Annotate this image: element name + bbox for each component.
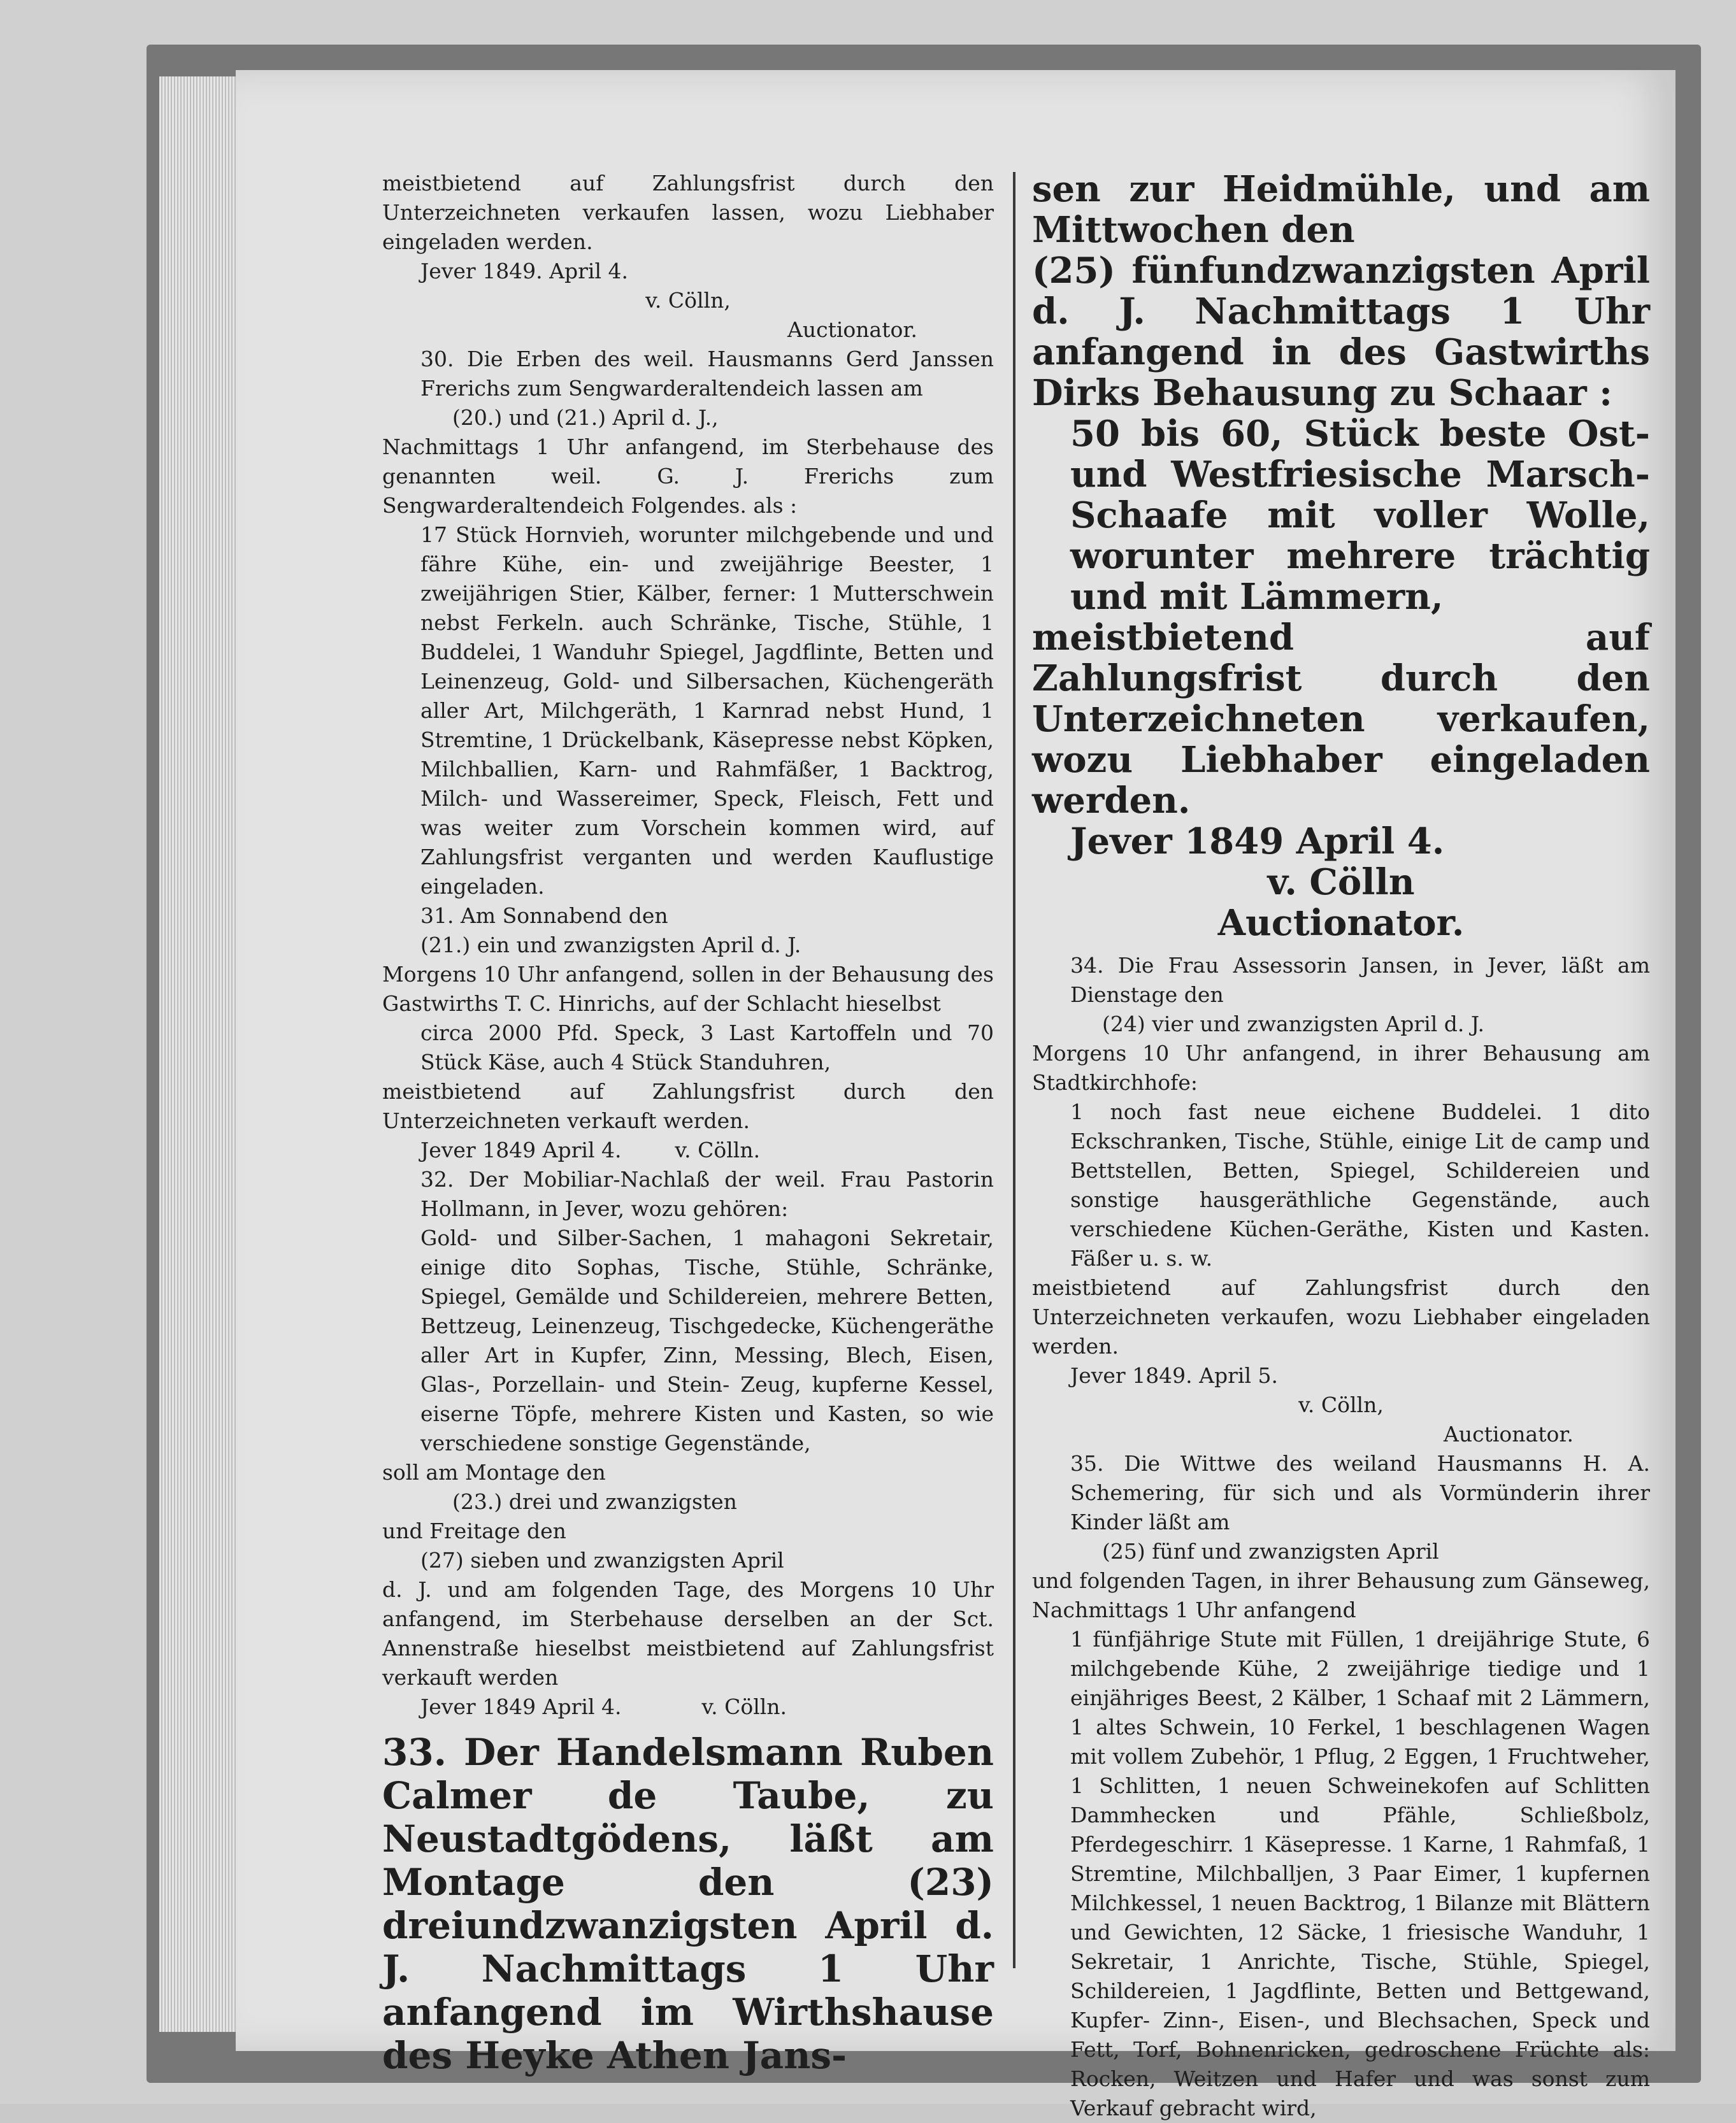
notice-32-signature: v. Cölln. [701, 1694, 787, 1719]
notice-34-role: Auctionator. [1444, 1422, 1574, 1447]
right-column [1032, 169, 1650, 2123]
notice-33-date: (25) fünfundzwanzigsten April d. J. Nachmittags 1 Uhr anfangend in des Gastwirths Dirks Behausung zu Schaar : [1032, 250, 1650, 414]
column-divider [1013, 172, 1015, 1968]
notice-31-text2: meistbietend auf Zahlungsfrist durch den Unterzeichneten verkauft werden. [382, 1079, 994, 1133]
notice-31-list: circa 2000 Pfd. Speck, 3 Last Kartoffeln und 70 Stück Käse, auch 4 Stück Standuhren, [420, 1020, 994, 1075]
notice-32-date2: (27) sieben und zwanzigsten April [420, 1548, 784, 1573]
notice-32-text3: d. J. und am folgenden Tage, des Morgens 10 Uhr anfangend, im Sterbehause derselben an der Sct. Annenstraße hieselbst meistbietend auf Zahlungsfrist verkauft werden [382, 1577, 994, 1690]
notice-33-continued: sen zur Heidmühle, und am Mittwochen den [1032, 168, 1650, 251]
notice-34-date: (24) vier und zwanzigsten April d. J. [1102, 1011, 1485, 1036]
notice-31-head: 31. Am Sonnabend den [420, 903, 668, 928]
notice-31-date: (21.) ein und zwanzigsten April d. J. [420, 933, 801, 957]
notice-35-list: 1 fünfjährige Stute mit Füllen, 1 dreijährige Stute, 6 milchgebende Kühe, 2 zweijährige tiedige und 1 einjähriges Beest, 2 Kälber, 1 Schaaf mit 2 Lämmern, 1 altes Schwein, 10 Ferkel, 1 beschlagenen Wagen mit vollem Zubehör, 1 Pflug, 2 Eggen, 1 Fruchtweher, 1 Schlitten, 1 neuen Schweinekofen auf Schlitten Dammhecken und Pfähle, Schließbolz, Pferdegeschirr. 1 Käsepresse. 1 Karne, 1 Rahmfaß, 1 Stremtine, Milchballjen, 3 Paar Eimer, 1 kupfernen Milchkessel, 1 neuen Backtrog, 1 Bilanze mit Blättern und Gewichten, 12 Säcke, 1 friesische Wanduhr, 1 Sekretair, 1 Anrichte, Tische, Stühle, Spiegel, Schildereien, 1 Jagdflinte, Betten und Bettgewand, Kupfer- Zinn-, Eisen-, und Blechsachen, Speck und Fett, Torf, Bohnenricken, gedroschene Früchte als: Rocken, Weitzen und Hafer und was sonst zum Verkauf gebracht wird, [1070, 1627, 1650, 2120]
notice-29-signature: v. Cölln, [645, 288, 731, 313]
notice-34-text: Morgens 10 Uhr anfangend, in ihrer Behausung am Stadtkirchhofe: [1032, 1041, 1650, 1095]
notice-33-role: Auctionator. [1217, 902, 1465, 944]
notice-31-date2 [382, 1136, 994, 1165]
notice-34-head: 34. Die Frau Assessorin Jansen, in Jever, läßt am Dienstage den [1070, 953, 1650, 1007]
notice-35-head: 35. Die Wittwe des weiland Hausmanns H. A. Schemering, für sich und als Vormünderin ihrer Kinder läßt am [1070, 1451, 1650, 1534]
notice-33-text: meistbietend auf Zahlungsfrist durch den Unterzeichneten verkaufen, wozu Liebhaber eingeladen werden. [1032, 617, 1650, 822]
notice-29-tail: meistbietend auf Zahlungsfrist durch den Unterzeichneten verkaufen lassen, wozu Liebhaber eingeladen werden. [382, 171, 994, 254]
notice-32-head: 32. Der Mobiliar-Nachlaß der weil. Frau Pastorin Hollmann, in Jever, wozu gehören: [420, 1167, 994, 1221]
notice-30-list: 17 Stück Hornvieh, worunter milchgebende und und fähre Kühe, ein- und zweijährige Beester, 1 zweijährigen Stier, Kälber, ferner: 1 Mutterschwein nebst Ferkeln. auch Schränke, Tische, Stühle, 1 Buddelei, 1 Wanduhr Spiegel, Jagdflinte, Betten und Leinenzeug, Gold- und Silbersachen, Küchengeräth aller Art, Milchgeräth, 1 Karnrad nebst Hund, 1 Stremtine, 1 Drückelbank, Käsepresse nebst Köpken, Milchballien, Karn- und Rahmfäßer, 1 Backtrog, Milch- und Wassereimer, Speck, Fleisch, Fett und was weiter zum Vorschein kommen wird, auf Zahlungsfrist verganten und werden Kauflustige eingeladen. [420, 522, 994, 899]
notice-32-date3: Jever 1849 April 4. [420, 1694, 622, 1719]
notice-34-date2: Jever 1849. April 5. [1070, 1363, 1278, 1388]
notice-32-date3-line [382, 1692, 994, 1722]
notice-33-head: 33. Der Handelsmann Ruben Calmer de Taube, zu Neustadtgödens, läßt am Montage den (23) dreiundzwanzigsten April d. J. Nachmittags 1 Uhr anfangend im Wirthshause des Heyke Athen Jans- [382, 1731, 994, 2077]
notice-29-role: Auctionator. [787, 317, 917, 342]
notice-34-text2: meistbietend auf Zahlungsfrist durch den Unterzeichneten verkaufen, wozu Liebhaber eingeladen werden. [1032, 1275, 1650, 1359]
page-stack-edge [159, 76, 236, 2032]
notice-33-list: 50 bis 60, Stück beste Ost- und Westfriesische Marsch-Schaafe mit voller Wolle, worunter mehrere trächtig und mit Lämmern, [1070, 413, 1650, 618]
notice-31-date2-text: Jever 1849 April 4. [420, 1138, 622, 1162]
notice-30-date: (20.) und (21.) April d. J., [452, 405, 719, 430]
notice-34-signature: v. Cölln, [1298, 1392, 1384, 1417]
notice-33-signature: v. Cölln [1267, 861, 1415, 903]
notice-32-list: Gold- und Silber-Sachen, 1 mahagoni Sekretair, einige dito Sophas, Tische, Stühle, Schränke, Spiegel, Gemälde und Schildereien, mehrere Betten, Bettzeug, Leinenzeug, Tischgedecke, Küchengeräthe aller Art in Kupfer, Zinn, Messing, Blech, Eisen, Glas-, Porzellain- und Stein- Zeug, kupferne Kessel, eiserne Töpfe, mehrere Kisten und Kasten, so wie verschiedene sonstige Gegenstände, [420, 1226, 994, 1455]
notice-33-date2: Jever 1849 April 4. [1070, 820, 1445, 862]
notice-35-text: und folgenden Tagen, in ihrer Behausung zum Gänseweg, Nachmittags 1 Uhr anfangend [1032, 1568, 1650, 1622]
left-column [382, 169, 994, 2077]
notice-34-list: 1 noch fast neue eichene Buddelei. 1 dito Eckschranken, Tische, Stühle, einige Lit de camp und Bettstellen, Betten, Spiegel, Schildereien und sonstige hausgeräthliche Gegenstände, auch verschiedene Küchen-Geräthe, Kisten und Kasten. Fäßer u. s. w. [1070, 1099, 1650, 1271]
notice-30-head: 30. Die Erben des weil. Hausmanns Gerd Janssen Frerichs zum Sengwarderaltendeich lassen am [420, 347, 994, 401]
notice-30-text: Nachmittags 1 Uhr anfangend, im Sterbehause des genannten weil. G. J. Frerichs zum Sengwarderaltendeich Folgendes. als : [382, 434, 994, 518]
notice-35-date: (25) fünf und zwanzigsten April [1102, 1539, 1439, 1564]
notice-32-text2: und Freitage den [382, 1519, 566, 1543]
notice-32-date: (23.) drei und zwanzigsten [452, 1489, 737, 1514]
notice-32-text: soll am Montage den [382, 1460, 606, 1485]
notice-29-date: Jever 1849. April 4. [420, 259, 628, 283]
notice-31-signature: v. Cölln. [675, 1138, 761, 1162]
notice-31-text: Morgens 10 Uhr anfangend, sollen in der Behausung des Gastwirths T. C. Hinrichs, auf der Schlacht hieselbst [382, 962, 994, 1016]
